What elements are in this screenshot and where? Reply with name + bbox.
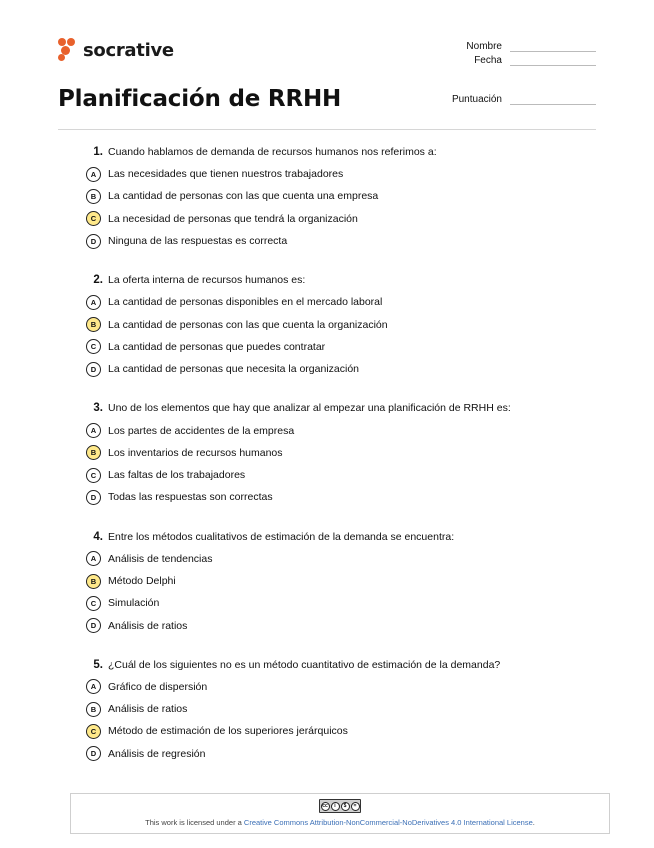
date-label: Fecha <box>474 55 502 66</box>
date-field[interactable] <box>436 55 596 69</box>
question-1 <box>86 146 606 252</box>
option-text: Los inventarios de recursos humanos <box>108 446 283 459</box>
option-letter-badge: C <box>86 468 101 483</box>
option-text: Análisis de ratios <box>108 703 188 716</box>
question-3 <box>86 402 606 508</box>
option-text: Método Delphi <box>108 575 176 587</box>
license-link[interactable]: Creative Commons Attribution-NonCommercial-NoDerivatives 4.0 International License <box>243 818 533 827</box>
score-label: Puntuación <box>451 94 502 105</box>
answer-option[interactable] <box>86 442 606 464</box>
date-line <box>510 65 596 66</box>
option-letter-badge: B <box>86 189 101 204</box>
option-letter-badge: D <box>86 234 101 249</box>
option-text: La cantidad de personas con las que cuenta la organización <box>108 318 388 331</box>
option-letter-badge: A <box>86 679 101 694</box>
answer-option[interactable] <box>86 548 606 570</box>
option-text: Los partes de accidentes de la empresa <box>108 424 295 437</box>
question-header <box>86 274 606 291</box>
answer-option[interactable] <box>86 464 606 486</box>
option-text: Gráfico de dispersión <box>108 680 208 693</box>
brand-name: socrative <box>83 39 174 61</box>
answer-option[interactable] <box>86 208 606 230</box>
footer-top-rule <box>71 793 609 794</box>
name-line <box>510 51 596 52</box>
option-letter-badge: A <box>86 167 101 182</box>
question-4 <box>86 531 606 637</box>
question-number: 5. <box>93 658 103 671</box>
question-text: ¿Cuál de los siguientes no es un método cuantitativo de estimación de la demanda? <box>108 658 501 671</box>
option-letter-badge: C <box>86 596 101 611</box>
option-letter-badge: B <box>86 574 101 589</box>
answer-option[interactable] <box>86 570 606 592</box>
option-text: Las faltas de los trabajadores <box>108 469 246 482</box>
option-letter-badge: A <box>86 295 101 310</box>
name-field[interactable] <box>436 41 596 55</box>
cc-license-icon[interactable]: cc i $ = <box>319 799 361 813</box>
option-text: Ninguna de las respuestas es correcta <box>108 235 288 248</box>
option-letter-badge: A <box>86 551 101 566</box>
answer-option[interactable] <box>86 743 606 765</box>
license-footer <box>70 793 610 834</box>
option-text: Las necesidades que tienen nuestros trabajadores <box>108 168 344 181</box>
question-text: Cuando hablamos de demanda de recursos humanos nos referimos a: <box>108 146 437 158</box>
option-letter-badge: D <box>86 362 101 377</box>
footer-bottom-rule <box>71 833 609 834</box>
option-letter-badge: B <box>86 317 101 332</box>
question-header <box>86 531 606 548</box>
license-prefix: This work is licensed under a <box>145 818 244 827</box>
option-text: Todas las respuestas son correctas <box>108 491 273 504</box>
header-divider <box>58 129 596 130</box>
question-header <box>86 146 606 163</box>
socrative-logo <box>58 38 174 62</box>
answer-option[interactable] <box>86 358 606 380</box>
answer-option[interactable] <box>86 336 606 358</box>
question-list <box>86 146 606 787</box>
option-letter-badge: C <box>86 339 101 354</box>
question-number: 3. <box>93 402 103 415</box>
page-title: Planificación de RRHH <box>58 86 342 112</box>
question-header <box>86 659 606 676</box>
socrative-logo-icon <box>58 38 78 62</box>
option-text: Método de estimación de los superiores jerárquicos <box>108 725 348 738</box>
question-2 <box>86 274 606 380</box>
score-field[interactable] <box>436 94 596 108</box>
option-text: Análisis de ratios <box>108 619 188 632</box>
answer-option[interactable] <box>86 291 606 313</box>
question-text: Entre los métodos cualitativos de estimación de la demanda se encuentra: <box>108 530 455 543</box>
option-letter-badge: C <box>86 211 101 226</box>
option-text: La cantidad de personas que puedes contratar <box>108 340 326 353</box>
answer-option[interactable] <box>86 185 606 207</box>
answer-option[interactable] <box>86 614 606 636</box>
answer-option[interactable] <box>86 163 606 185</box>
answer-option[interactable] <box>86 698 606 720</box>
option-letter-badge: A <box>86 423 101 438</box>
name-label: Nombre <box>466 41 502 52</box>
answer-option[interactable] <box>86 720 606 742</box>
option-text: La cantidad de personas con las que cuenta una empresa <box>108 190 379 203</box>
student-fields <box>436 41 596 105</box>
question-text: Uno de los elementos que hay que analizar al empezar una planificación de RRHH es: <box>108 402 511 415</box>
answer-option[interactable] <box>86 419 606 441</box>
question-text: La oferta interna de recursos humanos es: <box>108 274 306 287</box>
option-text: La cantidad de personas disponibles en el mercado laboral <box>108 296 383 309</box>
question-header <box>86 402 606 419</box>
option-letter-badge: B <box>86 445 101 460</box>
option-letter-badge: C <box>86 724 101 739</box>
question-number: 4. <box>93 530 103 543</box>
answer-option[interactable] <box>86 592 606 614</box>
answer-option[interactable] <box>86 486 606 508</box>
answer-option[interactable] <box>86 676 606 698</box>
option-text: Análisis de regresión <box>108 747 206 760</box>
question-number: 1. <box>93 146 103 158</box>
option-text: Simulación <box>108 597 160 610</box>
option-letter-badge: B <box>86 702 101 717</box>
option-text: La cantidad de personas que necesita la organización <box>108 363 360 376</box>
answer-option[interactable] <box>86 313 606 335</box>
question-5 <box>86 659 606 765</box>
license-text <box>71 818 609 827</box>
question-number: 2. <box>93 274 103 287</box>
option-letter-badge: D <box>86 746 101 761</box>
option-letter-badge: D <box>86 618 101 633</box>
score-line <box>510 104 596 105</box>
option-letter-badge: D <box>86 490 101 505</box>
license-suffix: . <box>532 818 535 827</box>
option-text: Análisis de tendencias <box>108 552 213 565</box>
answer-option[interactable] <box>86 230 606 252</box>
option-text: La necesidad de personas que tendrá la organización <box>108 212 358 225</box>
